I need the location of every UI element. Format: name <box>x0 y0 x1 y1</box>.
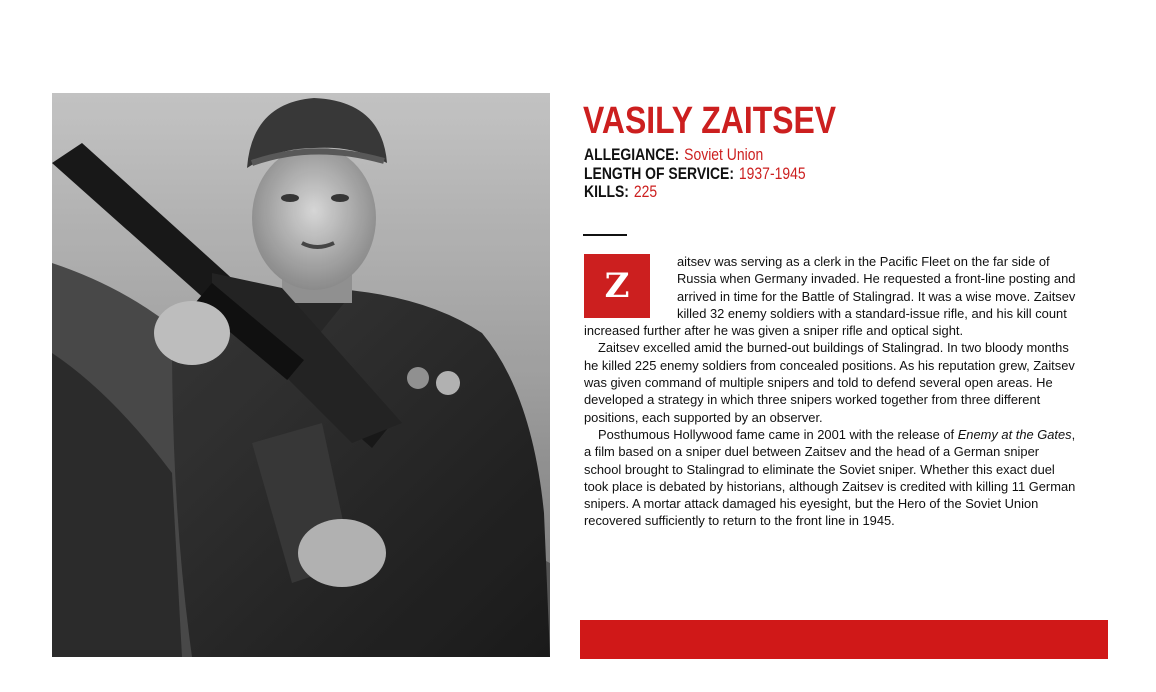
fact-kills <box>584 183 806 202</box>
divider <box>583 234 627 236</box>
film-title: Enemy at the Gates <box>957 426 1072 442</box>
article-body <box>584 253 1079 530</box>
paragraph <box>584 426 1079 530</box>
paragraph-text: Zaitsev excelled amid the burned-out buildings of Stalingrad. In two bloody months he killed 225 enemy soldiers from concealed positions. As his reputation grew, Zaitsev was given command of multiple snipers and told to defend several open areas. He developed a strategy in which three snipers worked together from three different positions, each supported by an observer. <box>584 340 1075 425</box>
dropcap-letter: Z <box>604 266 630 306</box>
fact-value: 225 <box>633 182 658 201</box>
fact-length-of-service <box>584 165 806 184</box>
paragraph <box>584 253 1079 339</box>
page-title: VASILY ZAITSEV <box>583 100 837 142</box>
paragraph <box>584 339 1079 425</box>
fact-label: KILLS: <box>584 182 629 201</box>
paragraph-text: Posthumous Hollywood fame came in 2001 with the release of <box>598 426 958 442</box>
paragraph-text: , a film based on a sniper duel between Zaitsev and the head of a German sniper school brought to Stalingrad to eliminate the Soviet sniper. Whether this exact duel took place is debated by historians, although Zaitsev is credited with killing 11 German snipers. A mortar attack damaged his eyesight, but the Hero of the Soviet Union recovered sufficiently to return to the front line in 1945. <box>584 426 1076 529</box>
dropcap-box <box>584 254 650 318</box>
profile-photo <box>52 93 550 657</box>
fact-value: 1937-1945 <box>738 163 806 183</box>
fact-label: ALLEGIANCE: <box>584 145 680 164</box>
facts-list <box>584 146 854 202</box>
paragraph-text: aitsev was serving as a clerk in the Pacific Fleet on the far side of Russia when Germany invaded. He requested a front-line posting and arrived in time for the Battle of Stalingrad. It was a wise move. Zaitsev killed 32 enemy soldiers with a standard-issue rifle, and his kill count increased further after he was given a sniper rifle and optical sight. <box>584 254 1076 339</box>
footer-band <box>580 620 1108 659</box>
fact-allegiance <box>584 146 806 165</box>
fact-label: LENGTH OF SERVICE: <box>584 163 735 183</box>
soldier-photo-illustration <box>52 93 550 657</box>
fact-value: Soviet Union <box>684 145 764 164</box>
